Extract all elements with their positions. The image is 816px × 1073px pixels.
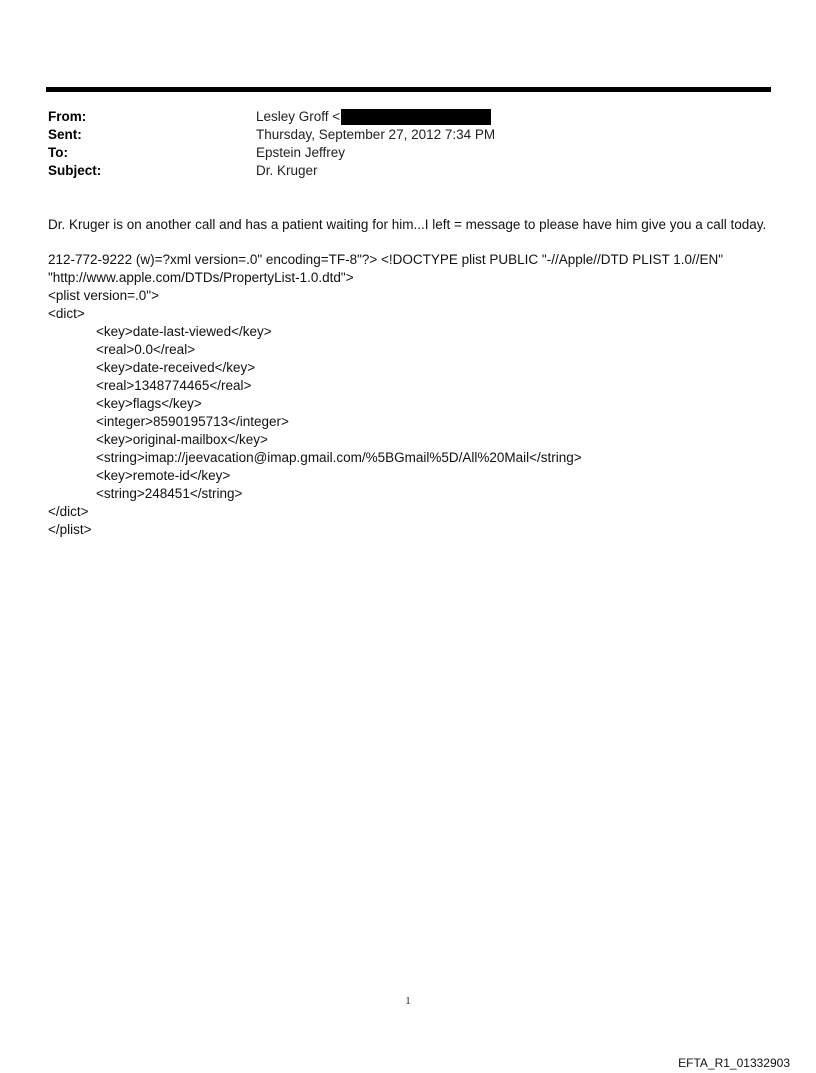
- dict-entry: <string>imap://jeevacation@imap.gmail.com/%5BGmail%5D/All%20Mail</string>: [96, 450, 582, 465]
- bates-number: EFTA_R1_01332903: [678, 1056, 790, 1070]
- dict-entry: <key>remote-id</key>: [96, 468, 231, 483]
- to-label: To:: [48, 145, 68, 160]
- from-row: [48, 108, 768, 126]
- dict-entry: <key>flags</key>: [96, 396, 202, 411]
- plist-line: "http://www.apple.com/DTDs/PropertyList-1.0.dtd">: [48, 270, 354, 285]
- plist-open-tag: <plist version=.0">: [48, 288, 159, 303]
- dict-entry: <integer>8590195713</integer>: [96, 414, 289, 429]
- email-body: [48, 216, 776, 539]
- from-name: Lesley Groff <: [256, 109, 341, 124]
- from-label: From:: [48, 109, 87, 124]
- sent-value: Thursday, September 27, 2012 7:34 PM: [256, 127, 496, 142]
- plist-line: 212-772-9222 (w)=?xml version=.0" encoding=TF-8"?> <!DOCTYPE plist PUBLIC "-//Apple//DTD PLIST 1.0//EN": [48, 252, 724, 267]
- header-rule: [46, 87, 771, 92]
- message-paragraph: Dr. Kruger is on another call and has a patient waiting for him...I left = message to please have him give you a call today.: [48, 217, 767, 232]
- dict-entry: <key>date-received</key>: [96, 360, 256, 375]
- subject-label: Subject:: [48, 163, 102, 178]
- subject-row: [48, 162, 768, 180]
- dict-entry: <real>1348774465</real>: [96, 378, 252, 393]
- page-number: 1: [405, 995, 411, 1007]
- redaction-block: [341, 109, 491, 125]
- email-header: [48, 108, 768, 180]
- sent-label: Sent:: [48, 127, 82, 142]
- sent-row: [48, 126, 768, 144]
- dict-open-tag: <dict>: [48, 306, 85, 321]
- subject-value: Dr. Kruger: [256, 163, 318, 178]
- plist-block: [48, 251, 776, 539]
- plist-close-tag: </plist>: [48, 522, 92, 537]
- to-value: Epstein Jeffrey: [256, 145, 346, 160]
- dict-entry: <real>0.0</real>: [96, 342, 196, 357]
- dict-entry: <key>original-mailbox</key>: [96, 432, 268, 447]
- dict-entry: <key>date-last-viewed</key>: [96, 324, 272, 339]
- dict-entry: <string>248451</string>: [96, 486, 243, 501]
- from-value: [256, 108, 491, 126]
- dict-close-tag: </dict>: [48, 504, 89, 519]
- to-row: [48, 144, 768, 162]
